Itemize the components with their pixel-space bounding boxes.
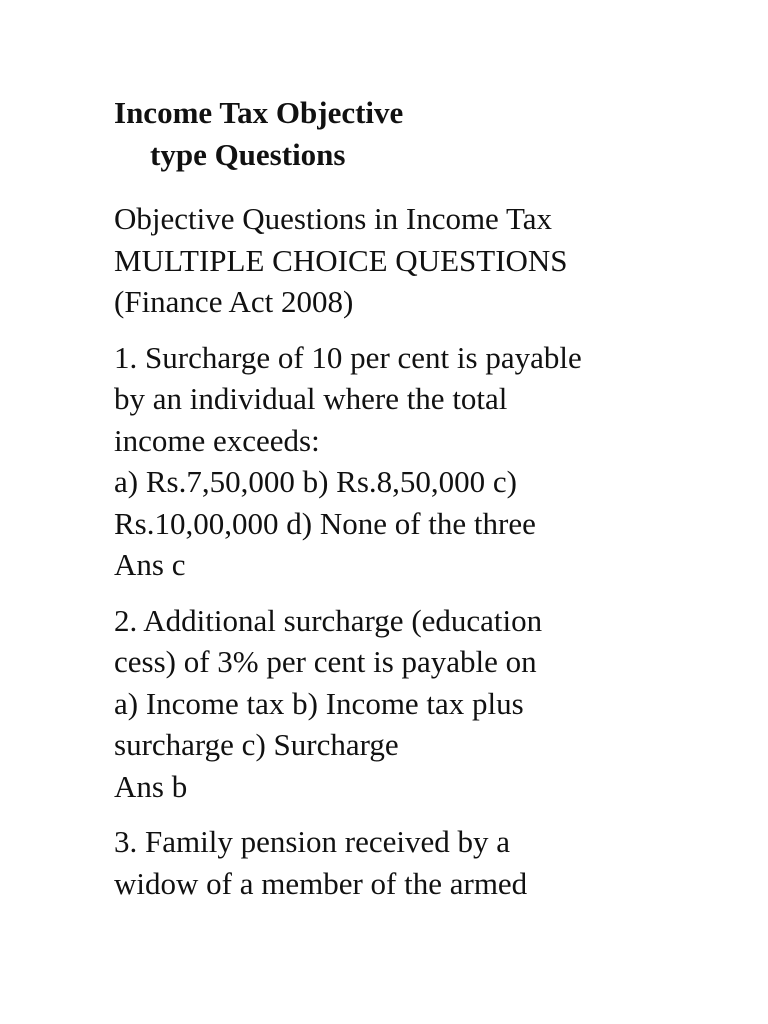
- question-line: by an individual where the total: [114, 381, 508, 416]
- question-2: [114, 600, 744, 808]
- question-line: 3. Family pension received by a: [114, 824, 511, 859]
- question-line: income exceeds:: [114, 422, 320, 458]
- title-line-2: type Questions: [150, 137, 346, 172]
- intro-paragraph: [114, 198, 744, 323]
- intro-line-3: (Finance Act 2008): [114, 284, 354, 319]
- question-answer: Ans c: [114, 547, 186, 582]
- question-options: a) Rs.7,50,000 b) Rs.8,50,000 c): [114, 464, 517, 499]
- intro-line-2: MULTIPLE CHOICE QUESTIONS: [114, 242, 568, 278]
- question-1: [114, 337, 744, 586]
- question-answer: Ans b: [114, 768, 188, 804]
- question-line: 1. Surcharge of 10 per cent is payable: [114, 339, 582, 375]
- question-line: cess) of 3% per cent is payable on: [114, 644, 537, 679]
- document-title: [114, 92, 744, 176]
- question-line: 2. Additional surcharge (education: [114, 602, 543, 638]
- question-3: [114, 821, 744, 904]
- question-line: widow of a member of the armed: [114, 865, 528, 901]
- intro-line-1: Objective Questions in Income Tax: [114, 201, 553, 236]
- question-options: a) Income tax b) Income tax plus: [114, 685, 524, 721]
- question-options: Rs.10,00,000 d) None of the three: [114, 505, 536, 541]
- title-line-1: Income Tax Objective: [114, 95, 404, 130]
- question-options: surcharge c) Surcharge: [114, 727, 399, 762]
- document-page: [114, 92, 744, 904]
